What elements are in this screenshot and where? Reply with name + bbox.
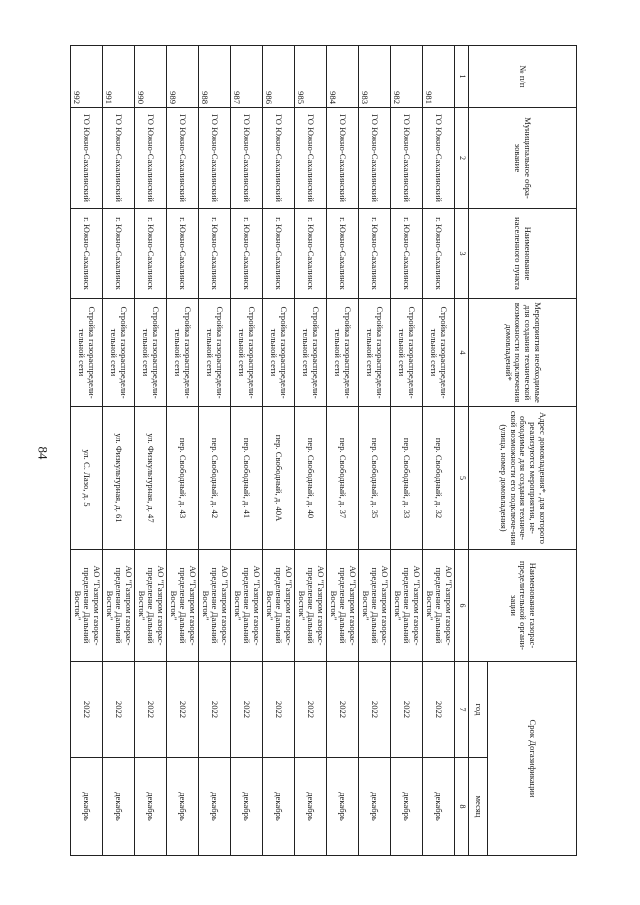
cell-measure: Стройка газораспредели-тельной сети: [199, 299, 231, 407]
cell-year: 2022: [103, 662, 135, 758]
cell-operator: АО "Газпром газорас-пределение Дальний Восток": [327, 550, 359, 662]
page-number: 84: [35, 446, 50, 459]
cell-month: декабрь: [103, 758, 135, 856]
cell-month: декабрь: [199, 758, 231, 856]
cell-municipality: ГО Южно-Сахалинский: [391, 108, 423, 209]
gasification-table: [70, 45, 577, 856]
cell-address: пер. Свободный, д. 43: [167, 407, 199, 550]
cell-settlement: г. Южно-Сахалинск: [167, 209, 199, 299]
cell-measure: Стройка газораспредели-тельной сети: [135, 299, 167, 407]
cell-year: 2022: [199, 662, 231, 758]
header-address: Адрес домовладения*, для которого реализуются мероприятия, не-обходимые для создания техниче-ской возможности его подключе-ния (улица, номер домовладения): [469, 407, 577, 550]
cell-municipality: ГО Южно-Сахалинский: [135, 108, 167, 209]
cell-year: 2022: [167, 662, 199, 758]
cell-municipality: ГО Южно-Сахалинский: [359, 108, 391, 209]
cell-operator: АО "Газпром газорас-пределение Дальний Восток": [231, 550, 263, 662]
cell-settlement: г. Южно-Сахалинск: [135, 209, 167, 299]
cell-address: пер. Свободный, д. 33: [391, 407, 423, 550]
cell-address: пер. Свободный, д. 32: [423, 407, 455, 550]
column-number-row: [455, 46, 469, 856]
table-row: [135, 46, 167, 856]
column-number: 3: [455, 209, 469, 299]
column-number: 5: [455, 407, 469, 550]
cell-operator: АО "Газпром газорас-пределение Дальний Восток": [199, 550, 231, 662]
cell-year: 2022: [295, 662, 327, 758]
cell-measure: Стройка газораспредели-тельной сети: [71, 299, 103, 407]
cell-measure: Стройка газораспредели-тельной сети: [103, 299, 135, 407]
cell-address: пер. Свободный, д. 37: [327, 407, 359, 550]
cell-municipality: ГО Южно-Сахалинский: [263, 108, 295, 209]
cell-month: декабрь: [295, 758, 327, 856]
table-row: [327, 46, 359, 856]
cell-municipality: ГО Южно-Сахалинский: [199, 108, 231, 209]
cell-address: пер. Свободный, д. 40А: [263, 407, 295, 550]
cell-municipality: ГО Южно-Сахалинский: [167, 108, 199, 209]
cell-address: ул. Физкультурная, д. 47: [135, 407, 167, 550]
cell-operator: АО "Газпром газорас-пределение Дальний Восток": [423, 550, 455, 662]
cell-month: декабрь: [167, 758, 199, 856]
header-year: год: [469, 662, 488, 758]
header-month: месяц: [469, 758, 488, 856]
cell-year: 2022: [423, 662, 455, 758]
cell-month: декабрь: [391, 758, 423, 856]
cell-municipality: ГО Южно-Сахалинский: [71, 108, 103, 209]
cell-month: декабрь: [71, 758, 103, 856]
cell-municipality: ГО Южно-Сахалинский: [423, 108, 455, 209]
table-row: [423, 46, 455, 856]
cell-address: пер. Свободный, д. 42: [199, 407, 231, 550]
cell-no: 987: [231, 46, 263, 108]
cell-municipality: ГО Южно-Сахалинский: [327, 108, 359, 209]
header-operator: Наименование газорас-пределительной органи-зации: [469, 550, 577, 662]
table-row: [71, 46, 103, 856]
cell-address: пер. Свободный, д. 40: [295, 407, 327, 550]
cell-operator: АО "Газпром газорас-пределение Дальний Восток": [167, 550, 199, 662]
cell-no: 986: [263, 46, 295, 108]
cell-measure: Стройка газораспредели-тельной сети: [327, 299, 359, 407]
cell-month: декабрь: [327, 758, 359, 856]
cell-no: 991: [103, 46, 135, 108]
table-row: [263, 46, 295, 856]
cell-month: декабрь: [423, 758, 455, 856]
cell-address: ул. Физкультурная, д. 61: [103, 407, 135, 550]
cell-month: декабрь: [231, 758, 263, 856]
column-number: 8: [455, 758, 469, 856]
cell-year: 2022: [359, 662, 391, 758]
header-deadline: Срок Догазификации: [488, 662, 577, 856]
cell-operator: АО "Газпром газорас-пределение Дальний Восток": [103, 550, 135, 662]
cell-operator: АО "Газпром газорас-пределение Дальний Восток": [391, 550, 423, 662]
column-number: 4: [455, 299, 469, 407]
table-row: [295, 46, 327, 856]
cell-no: 981: [423, 46, 455, 108]
cell-no: 989: [167, 46, 199, 108]
cell-month: декабрь: [135, 758, 167, 856]
cell-no: 992: [71, 46, 103, 108]
cell-measure: Стройка газораспредели-тельной сети: [167, 299, 199, 407]
cell-settlement: г. Южно-Сахалинск: [103, 209, 135, 299]
cell-settlement: г. Южно-Сахалинск: [231, 209, 263, 299]
table-row: [199, 46, 231, 856]
cell-operator: АО "Газпром газорас-пределение Дальний Восток": [263, 550, 295, 662]
cell-year: 2022: [71, 662, 103, 758]
header-settlement: Наименование населенного пункта: [469, 209, 577, 299]
cell-year: 2022: [231, 662, 263, 758]
cell-measure: Стройка газораспредели-тельной сети: [423, 299, 455, 407]
table-body: [71, 46, 469, 856]
cell-address: ул. С. Лазо, д. 5: [71, 407, 103, 550]
header-municipality: Муниципальное обра-зование: [469, 108, 577, 209]
cell-settlement: г. Южно-Сахалинск: [295, 209, 327, 299]
cell-year: 2022: [263, 662, 295, 758]
cell-municipality: ГО Южно-Сахалинский: [103, 108, 135, 209]
cell-operator: АО "Газпром газорас-пределение Дальний Восток": [295, 550, 327, 662]
cell-year: 2022: [391, 662, 423, 758]
cell-no: 983: [359, 46, 391, 108]
cell-measure: Стройка газораспредели-тельной сети: [359, 299, 391, 407]
column-number: 6: [455, 550, 469, 662]
cell-operator: АО "Газпром газорас-пределение Дальний Восток": [359, 550, 391, 662]
cell-no: 988: [199, 46, 231, 108]
cell-settlement: г. Южно-Сахалинск: [263, 209, 295, 299]
header-no: № п/п: [469, 46, 577, 108]
table-row: [167, 46, 199, 856]
table-row: [231, 46, 263, 856]
cell-settlement: г. Южно-Сахалинск: [359, 209, 391, 299]
cell-no: 985: [295, 46, 327, 108]
column-number: 1: [455, 46, 469, 108]
cell-no: 990: [135, 46, 167, 108]
cell-measure: Стройка газораспредели-тельной сети: [231, 299, 263, 407]
column-number: 7: [455, 662, 469, 758]
cell-no: 984: [327, 46, 359, 108]
cell-settlement: г. Южно-Сахалинск: [327, 209, 359, 299]
cell-month: декабрь: [263, 758, 295, 856]
header-measure: Мероприятия необходимые для создания технической возможности подключения домовладений*: [469, 299, 577, 407]
cell-settlement: г. Южно-Сахалинск: [199, 209, 231, 299]
column-number: 2: [455, 108, 469, 209]
table-row: [391, 46, 423, 856]
cell-measure: Стройка газораспредели-тельной сети: [391, 299, 423, 407]
cell-municipality: ГО Южно-Сахалинский: [231, 108, 263, 209]
cell-address: пер. Свободный, д. 35: [359, 407, 391, 550]
cell-month: декабрь: [359, 758, 391, 856]
cell-year: 2022: [327, 662, 359, 758]
cell-no: 982: [391, 46, 423, 108]
cell-settlement: г. Южно-Сахалинск: [391, 209, 423, 299]
cell-operator: АО "Газпром газорас-пределение Дальний Восток": [135, 550, 167, 662]
cell-municipality: ГО Южно-Сахалинский: [295, 108, 327, 209]
table-row: [103, 46, 135, 856]
cell-measure: Стройка газораспредели-тельной сети: [295, 299, 327, 407]
cell-year: 2022: [135, 662, 167, 758]
rotated-document: [71, 45, 577, 855]
cell-settlement: г. Южно-Сахалинск: [423, 209, 455, 299]
cell-operator: АО "Газпром газорас-пределение Дальний Восток": [71, 550, 103, 662]
cell-address: пер. Свободный, д. 41: [231, 407, 263, 550]
cell-settlement: г. Южно-Сахалинск: [71, 209, 103, 299]
table-row: [359, 46, 391, 856]
cell-measure: Стройка газораспредели-тельной сети: [263, 299, 295, 407]
